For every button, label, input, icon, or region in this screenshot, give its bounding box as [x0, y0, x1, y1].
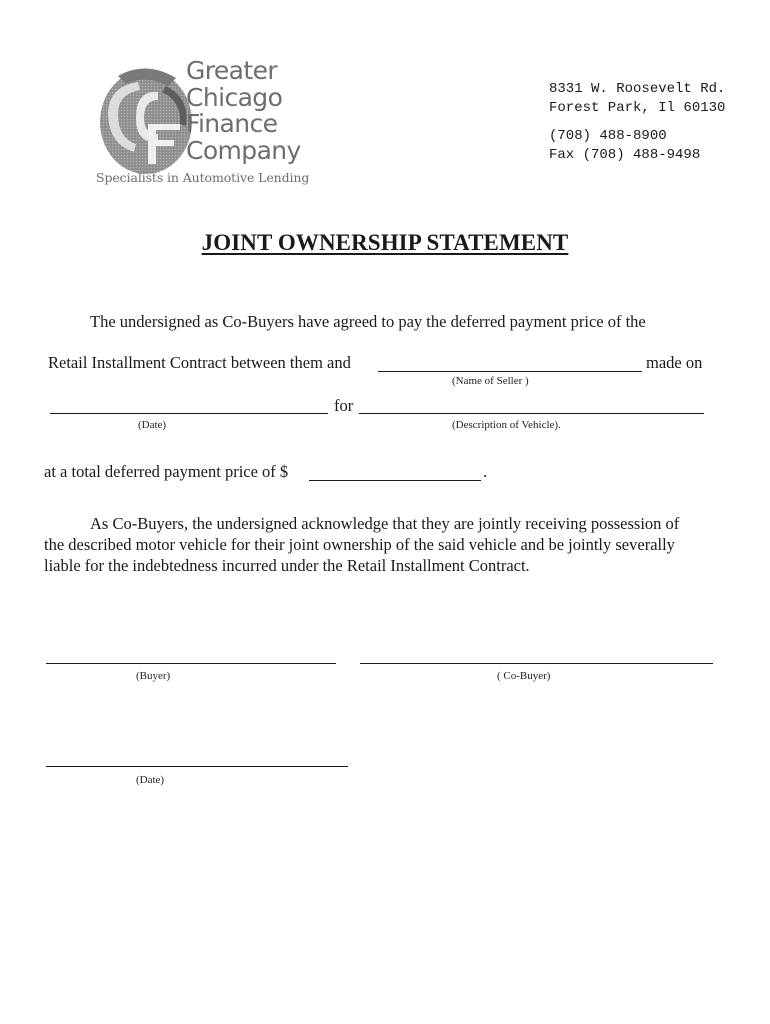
company-name-line: Chicago: [186, 82, 283, 112]
paragraph2-line1: As Co-Buyers, the undersigned acknowledge that they are jointly receiving possession of: [90, 514, 680, 533]
cobuyer-signature-field[interactable]: [360, 663, 713, 664]
paragraph2-line2: the described motor vehicle for their joint ownership of the said vehicle and be jointly severally: [44, 535, 675, 554]
paragraph1-line1: The undersigned as Co-Buyers have agreed to pay the deferred payment price of the: [90, 312, 646, 331]
paragraph1-line2-start: Retail Installment Contract between them and: [48, 353, 351, 372]
company-name-line: Greater: [186, 56, 278, 85]
seller-name-label: (Name of Seller ): [452, 375, 529, 387]
price-line-start: at a total deferred payment price of $: [44, 462, 289, 481]
buyer-signature-field[interactable]: [46, 663, 336, 664]
address-city: Forest Park, Il 60130: [549, 100, 726, 116]
paragraph2-line3: liable for the indebtedness incurred under the Retail Installment Contract.: [44, 556, 530, 575]
signature-date-field[interactable]: [46, 766, 348, 767]
for-word: for: [334, 396, 354, 415]
seller-name-field[interactable]: [378, 371, 642, 372]
company-tagline: Specialists in Automotive Lending: [96, 170, 310, 185]
company-name-line: Company: [186, 135, 301, 165]
company-logo: [96, 58, 316, 188]
address-street: 8331 W. Roosevelt Rd.: [549, 81, 726, 97]
phone-number: (708) 488-8900: [549, 128, 667, 144]
contract-date-field[interactable]: [50, 413, 328, 414]
vehicle-description-field[interactable]: [359, 413, 704, 414]
vehicle-description-label: (Description of Vehicle).: [452, 419, 561, 431]
company-name-line: Finance: [186, 109, 278, 138]
paragraph1-line2-end: made on: [646, 353, 703, 372]
buyer-signature-label: (Buyer): [136, 670, 171, 682]
deferred-price-field[interactable]: [309, 480, 481, 481]
document-title: JOINT OWNERSHIP STATEMENT: [201, 230, 569, 255]
company-address: [549, 80, 725, 165]
price-line-end: .: [483, 462, 488, 481]
signature-date-label: (Date): [136, 774, 165, 786]
company-name: [186, 58, 301, 164]
gcf-monogram-icon: [96, 64, 196, 176]
contract-date-label: (Date): [138, 419, 167, 431]
fax-number: Fax (708) 488-9498: [549, 147, 701, 163]
cobuyer-signature-label: ( Co-Buyer): [497, 670, 551, 682]
